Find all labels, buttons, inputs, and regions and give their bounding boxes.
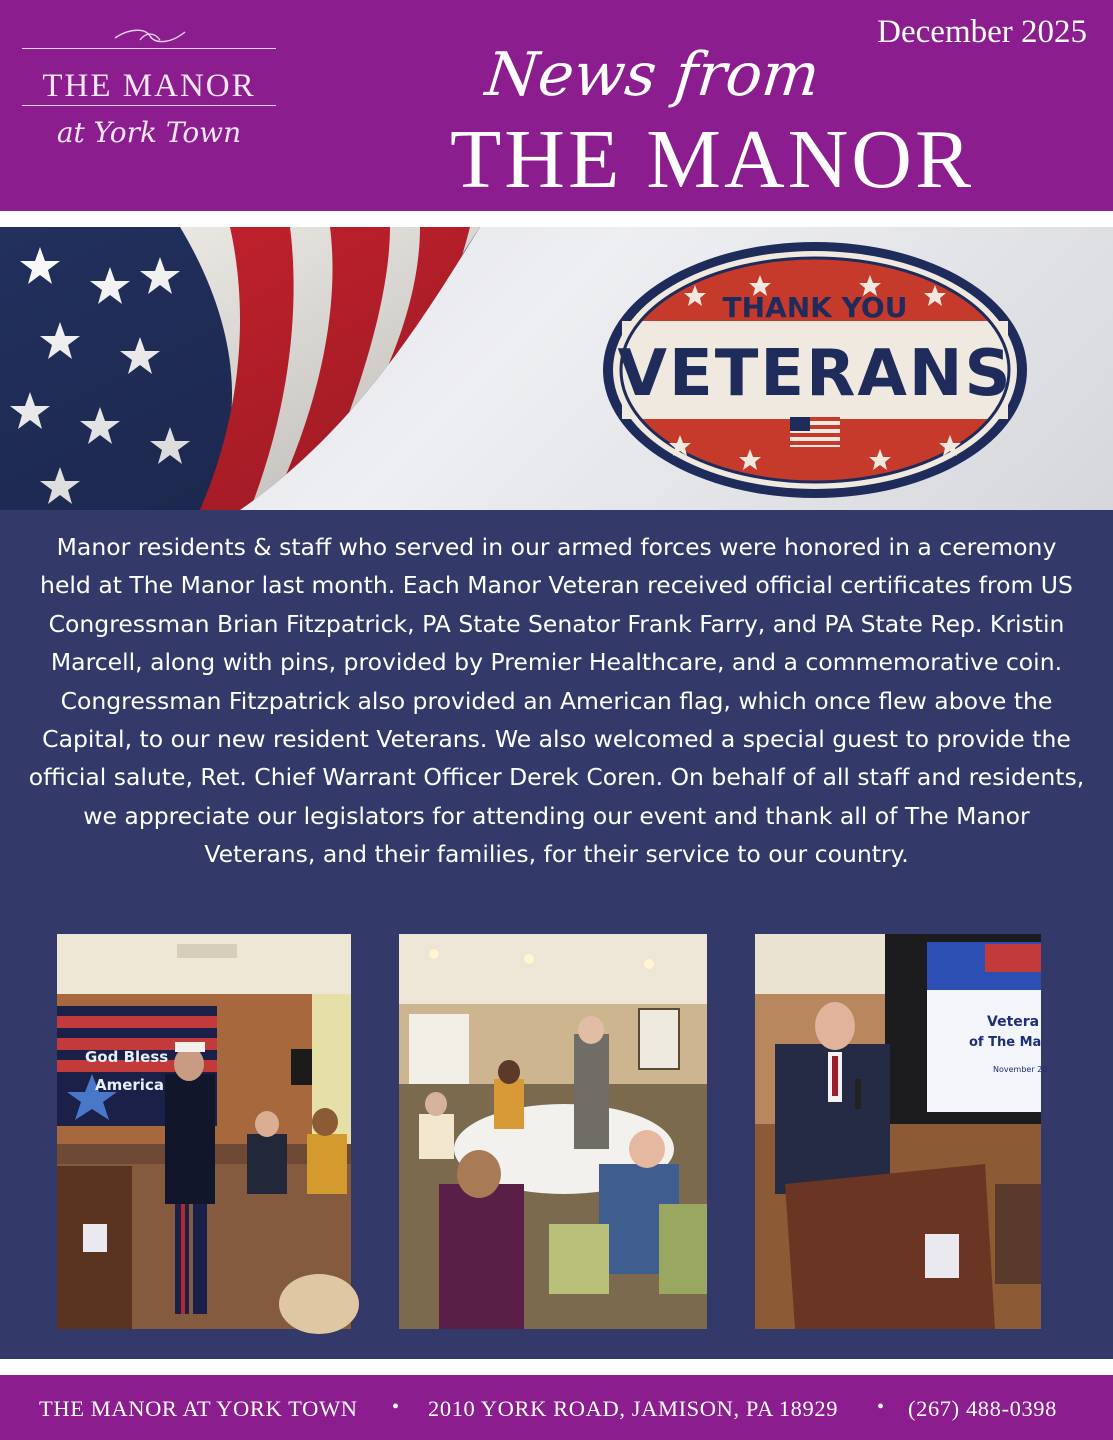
footer-separator-1: • [392,1396,400,1418]
thank-you-veterans-badge [600,239,1030,501]
screen-3-line-3: November 20 [993,1065,1048,1074]
article-body: Manor residents & staff who served in our armed forces were honored in a ceremony held at The Manor last month. Each Manor Veteran received official certificates from US Congressman Brian Fitzpatrick, PA State Senator Frank Farry, and PA State Rep. Kristin Marcell, along with pins, provided by Premier Healthcare, and a commemorative coin. Congressman Fitzpatrick also provided an American flag, which once flew above the Capital, to our new resident Veterans. We also welcomed a special guest to provide the official salute, Ret. Chief Warrant Officer Derek Coren. On behalf of all staff and residents, we appreciate our legislators for attending our event and thank all of The Manor Veterans, and their families, for their service to our country. [28,533,1085,869]
header-divider [0,211,1113,227]
small-flag-icon [790,417,840,447]
footer-bar [0,1375,1113,1440]
issue-date: December 2025 [877,14,1087,50]
photo-congressman-speaking [755,934,1048,1329]
flourish-icon [110,26,190,46]
footer-separator-2: • [877,1396,885,1418]
screen-3-line-2: of The Ma [969,1035,1042,1050]
american-flag-image [0,227,560,510]
screen-text-line-2: America [95,1076,164,1094]
logo-main-text: THE MANOR [42,68,256,104]
masthead [0,0,1113,211]
footer-divider [0,1359,1113,1375]
logo-rule-top [22,48,276,49]
footer-address: 2010 YORK ROAD, JAMISON, PA 18929 [428,1396,839,1421]
logo-rule-bottom [22,105,276,106]
newsletter-title: THE MANOR [450,113,974,206]
veterans-banner [0,227,1113,510]
newsletter-title-script: News from [482,40,823,110]
photo-marine-salute [57,934,351,1329]
screen-text-line-1: God Bless [85,1048,169,1066]
footer-phone: (267) 488-0398 [908,1396,1058,1421]
manor-logo [20,30,278,160]
screen-3-line-1: Vetera [987,1014,1040,1030]
footer-name: THE MANOR AT YORK TOWN [39,1396,358,1421]
photo-dining-room-ceremony [399,934,707,1329]
logo-sub-text: at York Town [56,116,242,149]
badge-main-text: VETERANS [617,337,1013,411]
badge-top-text: THANK YOU [722,291,908,324]
